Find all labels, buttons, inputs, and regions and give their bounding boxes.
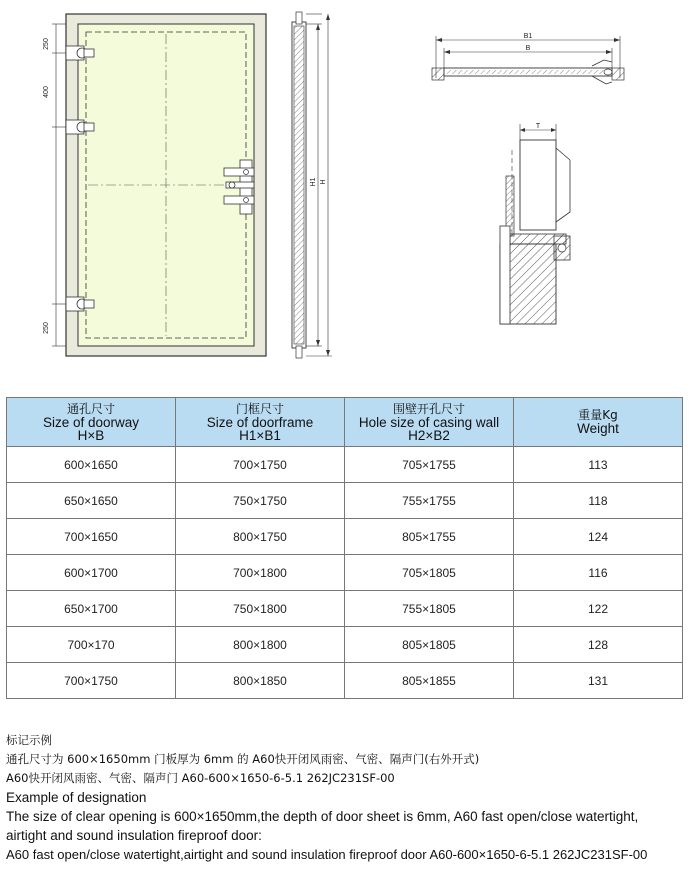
header-doorway-sym: H×B xyxy=(77,427,105,443)
designation-notes xyxy=(6,731,700,864)
cell-doorway: 700×1650 xyxy=(7,519,176,555)
front-elevation-view xyxy=(43,14,266,356)
side-elevation-view xyxy=(292,12,332,358)
dim-label-t: T xyxy=(535,123,541,130)
notes-cn-line2: A60快开闭风雨密、气密、隔声门 A60-600×1650-6-5.1 262JC231SF-00 xyxy=(6,771,395,785)
header-doorframe-sym: H1×B1 xyxy=(239,427,281,443)
cell-doorframe: 750×1800 xyxy=(176,591,345,627)
header-doorway-en: Size of doorway xyxy=(42,414,140,430)
cell-doorframe: 800×1800 xyxy=(176,627,345,663)
cell-doorway: 650×1700 xyxy=(7,591,176,627)
cell-casing-hole: 805×1805 xyxy=(345,627,514,663)
cell-doorframe: 800×1750 xyxy=(176,519,345,555)
cell-doorway: 600×1650 xyxy=(7,447,176,483)
plan-view xyxy=(432,33,624,84)
cell-doorframe: 800×1850 xyxy=(176,663,345,699)
header-doorway-cn: 通孔尺寸 xyxy=(66,401,115,416)
header-doorframe xyxy=(176,398,345,447)
table-header-row xyxy=(7,398,683,447)
notes-cn-title: 标记示例 xyxy=(6,733,52,747)
dim-label-top: 250 xyxy=(43,38,50,50)
size-table xyxy=(6,397,683,699)
cell-doorway: 700×170 xyxy=(7,627,176,663)
cell-casing-hole: 805×1755 xyxy=(345,519,514,555)
table-row xyxy=(7,447,683,483)
header-casing-hole-sym: H2×B2 xyxy=(408,427,450,443)
cell-casing-hole: 755×1755 xyxy=(345,483,514,519)
table-row xyxy=(7,519,683,555)
cell-doorframe: 700×1800 xyxy=(176,555,345,591)
cell-weight: 113 xyxy=(514,447,683,483)
cell-weight: 128 xyxy=(514,627,683,663)
dim-label-h: H xyxy=(320,179,327,185)
cell-weight: 124 xyxy=(514,519,683,555)
header-doorframe-en: Size of doorframe xyxy=(206,414,314,430)
notes-cn-line1: 通孔尺寸为 600×1650mm 门板厚为 6mm 的 A60快开闭风雨密、气密、隔声门(右外开式) xyxy=(6,752,480,766)
dim-label-b1: B1 xyxy=(523,33,533,40)
cell-casing-hole: 705×1805 xyxy=(345,555,514,591)
dim-label-h1: H1 xyxy=(310,177,317,187)
header-casing-hole-en: Hole size of casing wall xyxy=(358,414,500,430)
cell-doorway: 600×1700 xyxy=(7,555,176,591)
table-row xyxy=(7,591,683,627)
cell-doorway: 650×1650 xyxy=(7,483,176,519)
section-detail-view xyxy=(500,123,570,324)
header-weight-cn: 重量Kg xyxy=(578,408,618,422)
notes-en-title: Example of designation xyxy=(6,790,147,805)
dim-label-bottom: 250 xyxy=(43,322,50,334)
dim-label-middle: 400 xyxy=(43,86,50,98)
header-weight-en: Weight xyxy=(577,421,619,436)
cell-casing-hole: 805×1855 xyxy=(345,663,514,699)
cell-doorframe: 750×1750 xyxy=(176,483,345,519)
cell-weight: 122 xyxy=(514,591,683,627)
cell-doorframe: 700×1750 xyxy=(176,447,345,483)
cell-casing-hole: 705×1755 xyxy=(345,447,514,483)
door-technical-drawing xyxy=(0,0,700,380)
notes-en-line2: airtight and sound insulation fireproof door: xyxy=(6,828,262,843)
notes-en-line1: The size of clear opening is 600×1650mm,the depth of door sheet is 6mm, A60 fast open/close watertight, xyxy=(6,809,639,824)
header-casing-hole xyxy=(345,398,514,447)
table-row xyxy=(7,483,683,519)
header-doorframe-cn: 门框尺寸 xyxy=(235,401,284,416)
dim-label-b: B xyxy=(525,45,531,52)
header-doorway xyxy=(7,398,176,447)
cell-casing-hole: 755×1805 xyxy=(345,591,514,627)
header-casing-hole-cn: 围壁开孔尺寸 xyxy=(392,401,465,416)
header-weight xyxy=(514,398,683,447)
table-row xyxy=(7,555,683,591)
table-row xyxy=(7,627,683,663)
notes-en-line3: A60 fast open/close watertight,airtight and sound insulation fireproof door A60-600×1650-6-5.1 262JC231SF-00 xyxy=(6,847,648,862)
cell-weight: 131 xyxy=(514,663,683,699)
left-dimension-chain xyxy=(43,24,66,346)
table-row xyxy=(7,663,683,699)
cell-weight: 116 xyxy=(514,555,683,591)
cell-weight: 118 xyxy=(514,483,683,519)
cell-doorway: 700×1750 xyxy=(7,663,176,699)
